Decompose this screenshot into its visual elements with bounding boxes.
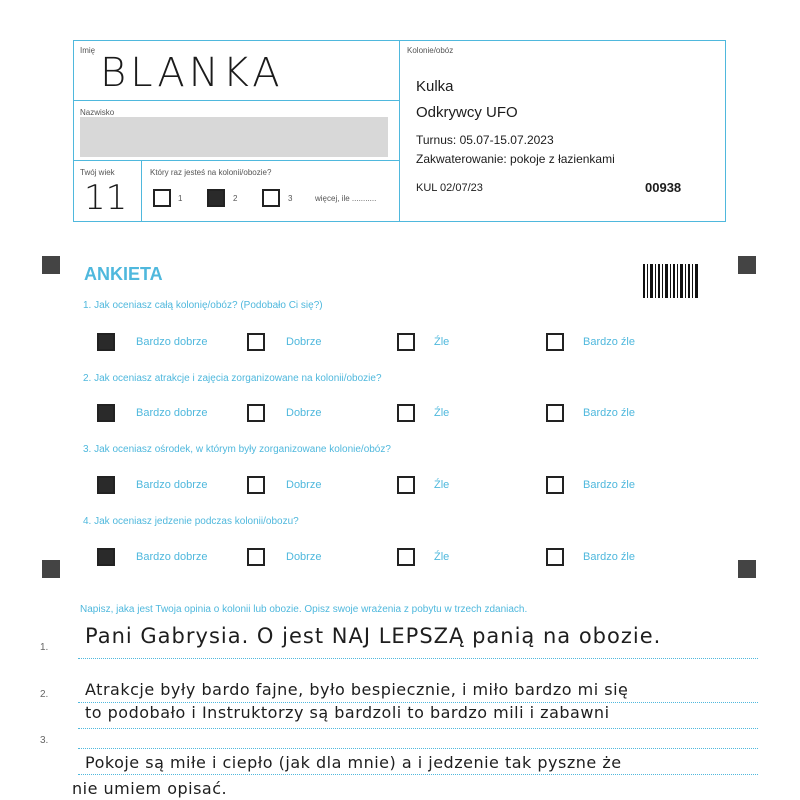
q2-option-2-checkbox[interactable] — [247, 404, 265, 422]
question-1: 1. Jak oceniasz całą kolonię/obóz? (Podobało Ci się?) — [83, 300, 323, 311]
q1-option-1-checkbox[interactable] — [97, 333, 115, 351]
times-label-2: 2 — [233, 194, 238, 203]
alignment-marker-mid-left — [42, 560, 60, 578]
q4-option-2-label: Dobrze — [286, 551, 322, 563]
camp-program: Odkrywcy UFO — [416, 104, 518, 121]
opinion-line-2[interactable]: Atrakcje były bardo fajne, było bespiecznie, i miło bardzo mi się — [85, 680, 629, 699]
q4-option-3-label: Źle — [434, 551, 450, 563]
times-checkbox-2[interactable] — [207, 189, 225, 207]
opinion-line-1[interactable]: Pani Gabrysia. O jest NAJ LEPSZĄ panią na obozie. — [85, 624, 662, 648]
times-checkbox-1[interactable] — [153, 189, 171, 207]
zakwaterowanie: Zakwaterowanie: pokoje z łazienkami — [416, 152, 615, 166]
q3-option-2-label: Dobrze — [286, 479, 322, 491]
q1-option-4-checkbox[interactable] — [546, 333, 564, 351]
q3-option-4-label: Bardzo źle — [583, 479, 635, 491]
q4-option-1-label: Bardzo dobrze — [136, 551, 208, 563]
q2-option-1-label: Bardzo dobrze — [136, 407, 208, 419]
ktory-raz-label: Który raz jesteś na kolonii/obozie? — [150, 168, 272, 177]
barcode-icon — [643, 264, 699, 298]
q1-option-3-checkbox[interactable] — [397, 333, 415, 351]
opinion-line-5[interactable]: nie umiem opisać. — [72, 779, 228, 798]
q2-option-3-checkbox[interactable] — [397, 404, 415, 422]
wiecej-label: więcej, ile ........... — [315, 194, 377, 203]
camp-name: Kulka — [416, 78, 454, 95]
q4-option-4-label: Bardzo źle — [583, 551, 635, 563]
q4-option-3-checkbox[interactable] — [397, 548, 415, 566]
imie-value[interactable]: BLANKA — [100, 50, 284, 96]
q2-option-1-checkbox[interactable] — [97, 404, 115, 422]
opinion-rule-1 — [78, 658, 758, 659]
opinion-rule-3 — [78, 728, 758, 729]
alignment-marker-mid-right — [738, 560, 756, 578]
nazwisko-redacted — [80, 117, 388, 157]
q3-option-2-checkbox[interactable] — [247, 476, 265, 494]
q4-option-2-checkbox[interactable] — [247, 548, 265, 566]
q1-option-2-label: Dobrze — [286, 336, 322, 348]
alignment-marker-top-right — [738, 256, 756, 274]
times-label-1: 1 — [178, 194, 183, 203]
q1-option-4-label: Bardzo źle — [583, 336, 635, 348]
nazwisko-label: Nazwisko — [80, 108, 115, 117]
q2-option-3-label: Źle — [434, 407, 450, 419]
header-divider-2 — [73, 160, 400, 161]
kolonie-label: Kolonie/obóz — [407, 46, 454, 55]
question-2: 2. Jak oceniasz atrakcje i zajęcia zorganizowane na kolonii/obozie? — [83, 373, 382, 384]
camp-code: KUL 02/07/23 — [416, 182, 483, 194]
q3-option-3-checkbox[interactable] — [397, 476, 415, 494]
header-divider-1 — [73, 100, 400, 101]
opinion-rule-5 — [78, 774, 758, 775]
turnus: Turnus: 05.07-15.07.2023 — [416, 133, 554, 147]
opinion-number-1: 1. — [40, 642, 49, 653]
question-4: 4. Jak oceniasz jedzenie podczas kolonii/obozu? — [83, 516, 299, 527]
q4-option-1-checkbox[interactable] — [97, 548, 115, 566]
q3-option-3-label: Źle — [434, 479, 450, 491]
header-divider-age — [141, 160, 142, 222]
opinion-prompt: Napisz, jaka jest Twoja opinia o kolonii lub obozie. Opisz swoje wrażenia z pobytu w trzech zdaniach. — [80, 604, 528, 615]
opinion-number-3: 3. — [40, 735, 49, 746]
wiek-label: Twój wiek — [80, 168, 115, 177]
q2-option-4-label: Bardzo źle — [583, 407, 635, 419]
question-3: 3. Jak oceniasz ośrodek, w którym były zorganizowane kolonie/obóz? — [83, 444, 391, 455]
imie-label: Imię — [80, 46, 96, 55]
opinion-rule-4 — [78, 748, 758, 749]
times-checkbox-3[interactable] — [262, 189, 280, 207]
q1-option-3-label: Źle — [434, 336, 450, 348]
form-number: 00938 — [645, 180, 682, 195]
q2-option-4-checkbox[interactable] — [546, 404, 564, 422]
q4-option-4-checkbox[interactable] — [546, 548, 564, 566]
q3-option-1-label: Bardzo dobrze — [136, 479, 208, 491]
opinion-number-2: 2. — [40, 689, 49, 700]
wiek-value[interactable]: 11 — [84, 178, 128, 218]
times-label-3: 3 — [288, 194, 293, 203]
q2-option-2-label: Dobrze — [286, 407, 322, 419]
alignment-marker-top-left — [42, 256, 60, 274]
q1-option-2-checkbox[interactable] — [247, 333, 265, 351]
opinion-line-4[interactable]: Pokoje są miłe i ciepło (jak dla mnie) a i jedzenie tak pyszne że — [85, 753, 622, 772]
q3-option-1-checkbox[interactable] — [97, 476, 115, 494]
q3-option-4-checkbox[interactable] — [546, 476, 564, 494]
opinion-line-3[interactable]: to podobało i Instruktorzy są bardzoli to bardzo mili i zabawni — [85, 703, 610, 722]
survey-title: ANKIETA — [84, 264, 163, 284]
header-divider-vertical — [399, 40, 400, 222]
q1-option-1-label: Bardzo dobrze — [136, 336, 208, 348]
